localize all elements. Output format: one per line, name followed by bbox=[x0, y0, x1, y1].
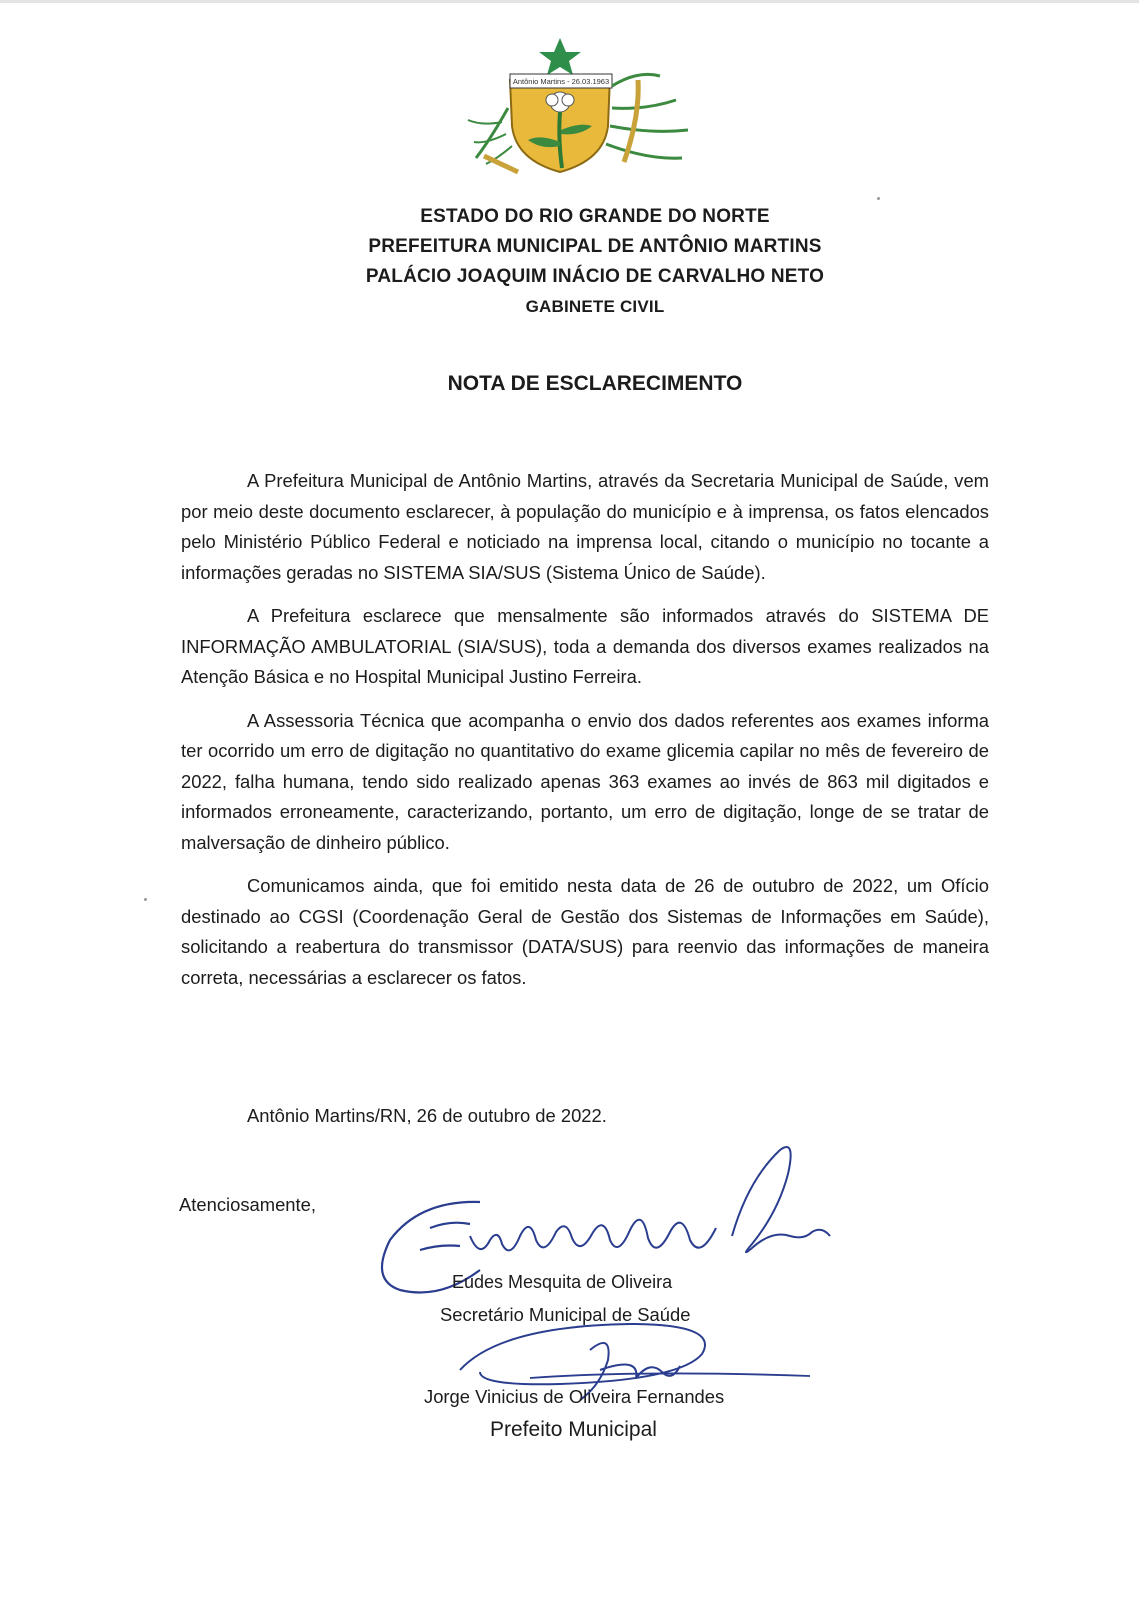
signer-role-secretary: Secretário Municipal de Saúde bbox=[440, 1304, 691, 1325]
signature-secretary bbox=[360, 1140, 850, 1330]
paragraph: A Prefeitura Municipal de Antônio Martins, através da Secretaria Municipal de Saúde, vem por meio deste documento esclarecer, à população do município e à imprensa, os fatos elencados pelo Ministério Público Federal e noticiado na imprensa local, citando o município no tocante a informações geradas no SISTEMA SIA/SUS (Sistema Único de Saúde). bbox=[181, 470, 989, 583]
letterhead-office: GABINETE CIVIL bbox=[525, 297, 665, 316]
paragraph: A Prefeitura esclarece que mensalmente são informados através do SISTEMA DE INFORMAÇÃO AMBULATORIAL (SIA/SUS), toda a demanda dos diversos exames realizados na Atenção Básica e no Hospital Municipal Justino Ferreira. bbox=[181, 605, 989, 687]
letterhead-state: ESTADO DO RIO GRANDE DO NORTE bbox=[420, 206, 770, 227]
closing-salutation: Atenciosamente, bbox=[179, 1194, 316, 1215]
paragraph: A Assessoria Técnica que acompanha o envio dos dados referentes aos exames informa ter ocorrido um erro de digitação no quantitativo do exame glicemia capilar no mês de fevereiro de 2022, falha humana, tendo sido realizado apenas 363 exames ao invés de 863 mil digitados e informados erroneamente, caracterizando, portanto, um erro de digitação, longe de se tratar de malversação de dinheiro público. bbox=[181, 709, 989, 853]
document-title: NOTA DE ESCLARECIMENTO bbox=[447, 372, 743, 395]
svg-text:Antônio Martins - 26.03.1963: Antônio Martins - 26.03.1963 bbox=[512, 77, 610, 86]
crest-star-icon bbox=[539, 38, 581, 75]
letterhead-city-hall: PREFEITURA MUNICIPAL DE ANTÔNIO MARTINS bbox=[368, 236, 822, 257]
signer-name-mayor: Jorge Vinicius de Oliveira Fernandes bbox=[424, 1386, 725, 1407]
signer-role-mayor: Prefeito Municipal bbox=[490, 1418, 657, 1441]
date-line: Antônio Martins/RN, 26 de outubro de 2022. bbox=[247, 1105, 607, 1126]
scan-speck bbox=[877, 197, 880, 200]
municipal-crest bbox=[462, 30, 712, 180]
scan-speck bbox=[144, 898, 147, 901]
paragraph: Comunicamos ainda, que foi emitido nesta data de 26 de outubro de 2022, um Ofício destinado ao CGSI (Coordenação Geral de Gestão dos Sistemas de Informações em Saúde), solicitando a reabertura do transmissor (DATA/SUS) para reenvio das informações de maneira correta, necessárias a esclarecer os fatos. bbox=[181, 875, 989, 988]
document-body bbox=[181, 466, 989, 1006]
signer-name-secretary: Eudes Mesquita de Oliveira bbox=[452, 1272, 673, 1292]
letterhead bbox=[200, 202, 990, 322]
scan-edge bbox=[0, 0, 1139, 3]
letterhead-palace: PALÁCIO JOAQUIM INÁCIO DE CARVALHO NETO bbox=[365, 266, 825, 287]
